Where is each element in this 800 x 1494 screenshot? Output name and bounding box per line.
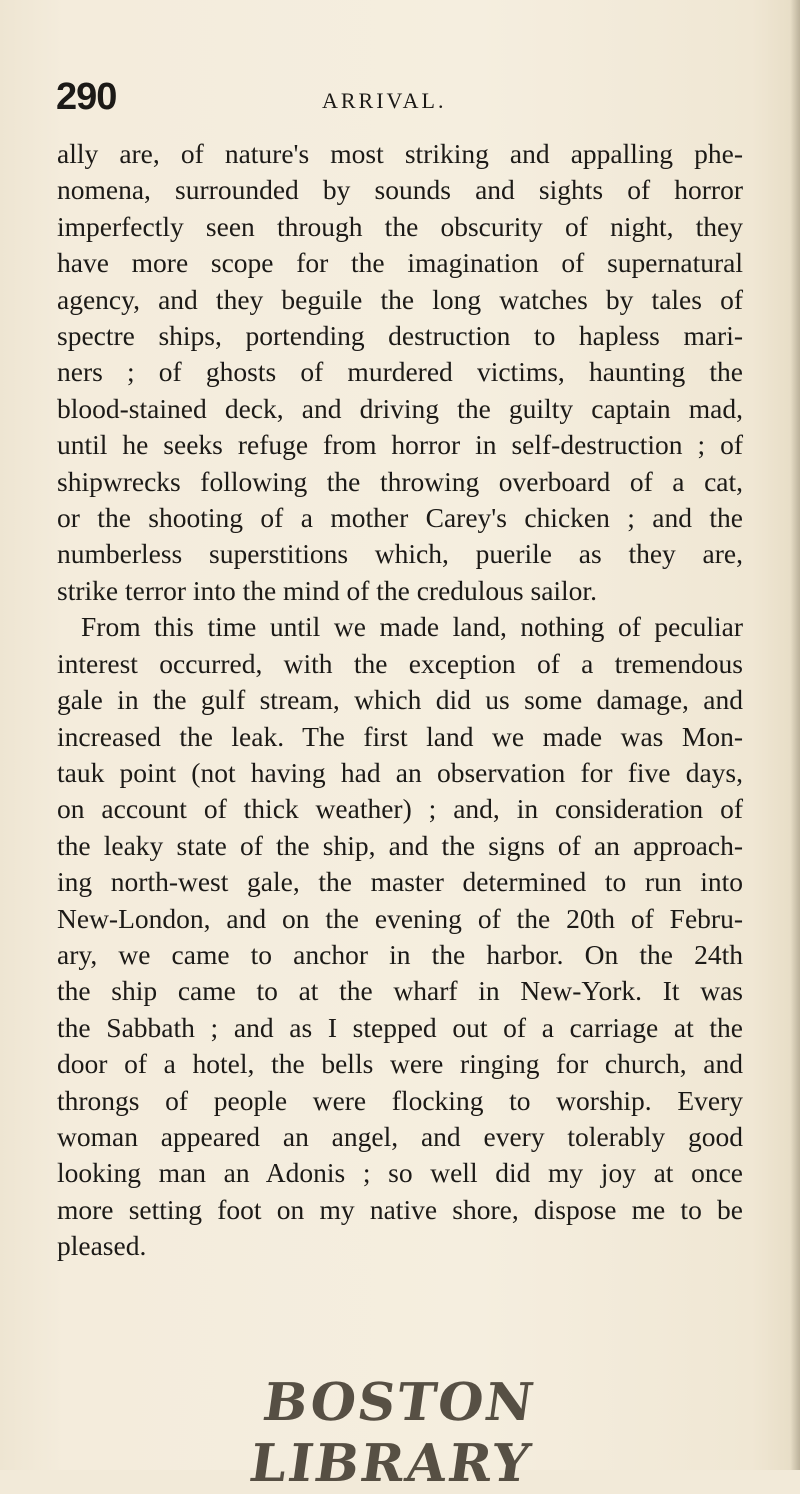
text-line: nomena, surrounded by sounds and sights of horror (57, 174, 743, 206)
text-line: on account of thick weather) ; and, in consideration of (57, 793, 743, 825)
text-line: ally are, of nature's most striking and appalling phe- (57, 138, 743, 169)
library-stamp-text: BOSTON LIBRARY (245, 1372, 540, 1494)
text-line: ing north-west gale, the master determined to run into (57, 866, 743, 898)
page-edge-shadow (790, 0, 800, 1470)
text-line: ners ; of ghosts of murdered victims, haunting the (57, 356, 743, 388)
text-line: the ship came to at the wharf in New-York. It was (57, 975, 743, 1007)
text-line: numberless superstitions which, puerile as they are, (57, 538, 743, 570)
text-line: gale in the gulf stream, which did us some damage, and (57, 684, 743, 716)
text-line: the Sabbath ; and as I stepped out of a carriage at the (57, 1011, 743, 1043)
text-line: spectre ships, portending destruction to hapless mari- (57, 320, 743, 352)
text-line: have more scope for the imagination of supernatural (57, 247, 743, 279)
text-line: the leaky state of the ship, and the signs of an approach- (57, 829, 743, 861)
text-line: until he seeks refuge from horror in self-destruction ; of (57, 429, 743, 461)
text-line: or the shooting of a mother Carey's chicken ; and the (57, 502, 743, 534)
running-head: ARRIVAL. (322, 88, 447, 113)
text-line: interest occurred, with the exception of a tremendous (57, 647, 743, 679)
text-line: pleased. (57, 1230, 147, 1262)
page-number: 290 (56, 76, 117, 118)
text-line: strike terror into the mind of the credulous sailor. (57, 574, 597, 606)
text-line: woman appeared an angel, and every tolerably good (57, 1120, 743, 1152)
text-line: New-London, and on the evening of the 20th of Febru- (57, 902, 743, 934)
paragraph-start: From this time until we made land, nothing of peculiar (81, 611, 743, 643)
text-line: more setting foot on my native shore, dispose me to be (57, 1193, 743, 1225)
text-line: blood-stained deck, and driving the guilty captain mad, (57, 392, 743, 424)
text-line: throngs of people were flocking to worship. Every (57, 1084, 743, 1116)
text-line: imperfectly seen through the obscurity of night, they (57, 210, 743, 242)
text-line: looking man an Adonis ; so well did my joy at once (57, 1157, 743, 1189)
text-line: tauk point (not having had an observation for five days, (57, 756, 743, 788)
text-line: shipwrecks following the throwing overboard of a cat, (57, 465, 743, 497)
library-stamp (185, 1370, 605, 1494)
text-line: door of a hotel, the bells were ringing for church, and (57, 1048, 743, 1080)
body-text (57, 136, 743, 1265)
text-line: agency, and they beguile the long watches by tales of (57, 283, 743, 315)
text-line: increased the leak. The first land we made was Mon- (57, 720, 743, 752)
text-line: ary, we came to anchor in the harbor. On the 24th (57, 938, 743, 970)
page-header (56, 76, 756, 126)
